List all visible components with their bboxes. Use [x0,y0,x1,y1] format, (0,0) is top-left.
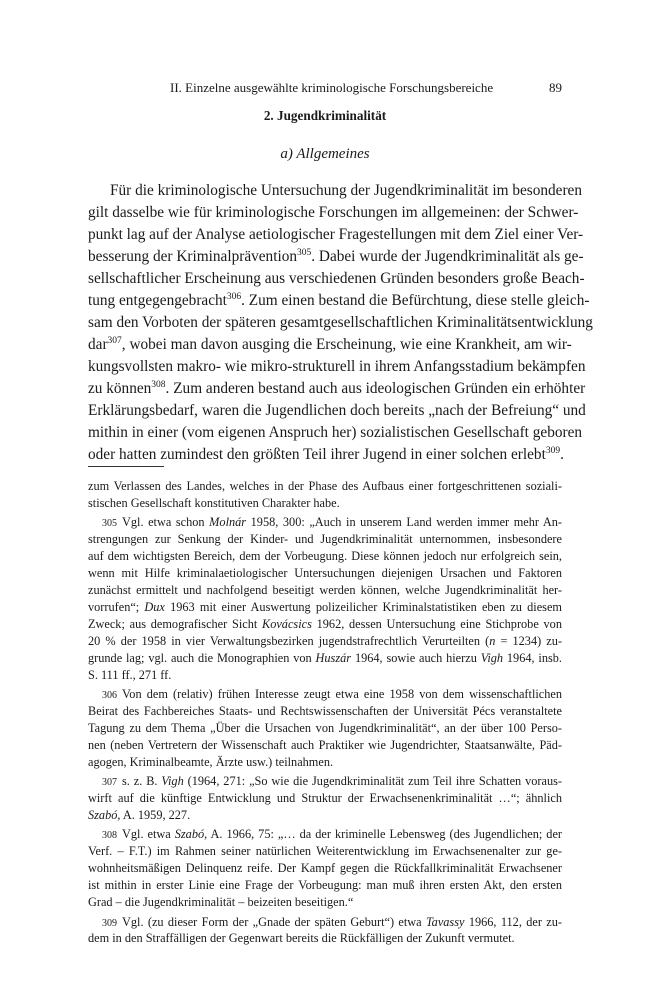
footnote-number: 306 [102,690,117,701]
footnote-marker[interactable]: 308 [151,379,166,390]
footnote-marker[interactable]: 305 [297,247,312,258]
footnote-307-line: Szabó, A. 1959, 227. [88,807,191,822]
footnote-continuation-line: stischen Gesellschaft konstitutiven Charakter habe. [88,495,340,510]
footnote-305-line: wenn mit Hilfe kriminalaetiologischer Untersuchungen diejenigen Ursachen und Faktoren [88,566,562,581]
footnote-305-line: strengungen zur Senkung der Kinder- und Jugendkriminalität unternommen, insbesondere [88,532,562,547]
footnote-marker[interactable]: 309 [545,445,561,456]
footnote-number: 307 [102,777,117,789]
body-line: kungsvollsten makro- wie mikro-strukturell in ihrem Anfangsstadium bekämpfen [88,358,586,375]
body-line: mithin in einer (vom eigenen Anspruch her) sozialistischen Gesellschaft geboren [88,424,583,441]
body-line: Erklärungsbedarf, waren die Jugendlichen doch bereits „nach der Befreiung“ und [88,402,586,419]
footnote-308-line: wohnheitsmäßigen Delinquenz reife. Der Kampf gegen die Rückfallkriminalität Erwachsener [88,861,562,876]
footnote-rule [88,466,164,467]
footnote-continuation-line: zum Verlassen des Landes, welches in der Phase des Aufbaus einer fortgeschrittenen soziali- [88,479,562,493]
footnote-308-line: Verf. – F.T.) im Rahmen seiner natürlichen Weiterentwicklung im Erwachsenenalter zur ge- [88,844,562,859]
footnote-305-line: 305 Vgl. etwa schon Molnár 1958, 300: „Auch in unserem Land werden immer mehr An- [102,515,562,530]
footnote-306-line: nen (neben Vertretern der Wissenschaft auch Praktiker wie Jugendrichter, Staatsanwälte, Päd- [88,737,562,752]
footnote-306-line: agogen, Kriminalbeamte, Ärzte usw.) teilnahmen. [88,754,334,769]
footnote-307-line: 307 s. z. B. Vigh (1964, 271: „So wie die Jugendkriminalität zum Teil ihre Schatten voraus- [102,774,562,789]
footnote-309-line: 309 Vgl. (zu dieser Form der „Gnade der späten Geburt“) etwa Tavassy 1966, 112, der zu- [102,914,562,929]
footnote-308-line: 308 Vgl. etwa Szabó, A. 1966, 75: „… da der kriminelle Lebensweg (des Jugendlichen; der [102,827,562,842]
footnote-305-line: 20 % der 1958 in vier Verwaltungsbezirken jugendstrafrechtlich Verurteilten (n = 1234) zu- [88,633,562,648]
body-line: gilt dasselbe wie für kriminologische Forschungen im allgemeinen: der Schwer- [88,204,579,221]
footnote-305-line: auf dem wichtigsten Bereich, dem der Vorbeugung. Diese können jedoch nur erfolgreich sein, [88,549,562,564]
footnote-306-line: 306 Von dem (relativ) frühen Interesse zeugt etwa eine 1958 von dem wissenschaftlichen [102,687,562,701]
page-number: 89 [549,80,562,95]
footnote-number: 309 [102,917,117,929]
running-head: II. Einzelne ausgewählte kriminologische Forschungsbereiche [170,80,494,95]
footnote-305-line: Zweck; aus demografischer Sicht Kovácsics 1962, dessen Untersuchung eine Stichprobe von [88,616,562,631]
body-line: oder hatten zumindest den größten Teil ihrer Jugend in einer solchen erlebt$^{309}$. [88,445,564,463]
page-header [88,80,562,98]
subsection-title: a) Allgemeines [280,146,370,162]
body-line: besserung der Kriminalprävention$^{305}$. Dabei wurde der Jugendkriminalität als ge- [88,247,584,265]
body-line: sam den Vorboten der späteren gesamtgesellschaftlichen Kriminalitätsentwicklung [88,314,593,331]
footnote-309-line: dem in den Straffälligen der Gegenwart bereits die Rückfälligen der Zukunft vermutet. [88,931,515,946]
footnote-number: 308 [102,830,117,842]
section-title: 2. Jugendkriminalität [263,108,387,123]
footnote-number: 305 [102,518,117,530]
footnote-marker[interactable]: 307 [107,335,122,346]
footnote-306-line: Tagung zu dem Thema „Über die Ursachen von Jugendkriminalität“, an der über 100 Perso- [88,720,562,735]
footnote-305-line: grunde lag; vgl. auch die Monographien von Huszár 1964, sowie auch hierzu Vigh 1964, insb. [88,650,563,665]
footnote-305-line: zunächst ermittelt und nachfolgend beseitigt werden können, welche Jugendkriminalität her- [88,583,562,597]
body-line: sellschaftlicher Erscheinung aus verschiedenen Gründen besonders große Beach- [88,270,585,287]
body-line: tung entgegengebracht$^{306}$. Zum einen bestand die Befürchtung, diese stelle gleich- [88,291,590,309]
footnote-305-line: vorrufen“; Dux 1963 mit einer Auswertung polizeilicher Kriminalstatistiken eben zu diesem [88,599,562,614]
footnote-marker[interactable]: 306 [226,291,242,302]
body-line: punkt lag auf der Analyse aetiologischer Fragestellungen mit dem Ziel einer Ver- [88,226,584,243]
body-line: zu können$^{308}$. Zum anderen bestand auch aus ideologischen Gründen ein erhöhter [88,379,586,397]
footnote-307-line: wirft auf die künftige Entwicklung und Struktur der Erwachsenenkriminalität …“; ähnlich [88,791,562,805]
footnote-306-line: Beirat des Fachbereiches Staats- und Rechtswissenschaften der Universität Pécs veranstaltete [88,703,562,718]
body-line: dar$^{307}$, wobei man davon ausging die Erscheinung, wie eine Krankheit, am wir- [88,335,572,353]
body-line: Für die kriminologische Untersuchung der Jugendkriminalität im besonderen [110,182,582,199]
footnote-305-line: S. 111 ff., 271 ff. [88,667,172,682]
footnote-308-line: ist mithin in erster Linie eine Frage der Vorbeugung: man muß ihren ersten Akt, den ersten [88,878,562,893]
footnote-308-line: Grad – die Jugendkriminalität – beizeiten beseitigen.“ [88,895,354,909]
